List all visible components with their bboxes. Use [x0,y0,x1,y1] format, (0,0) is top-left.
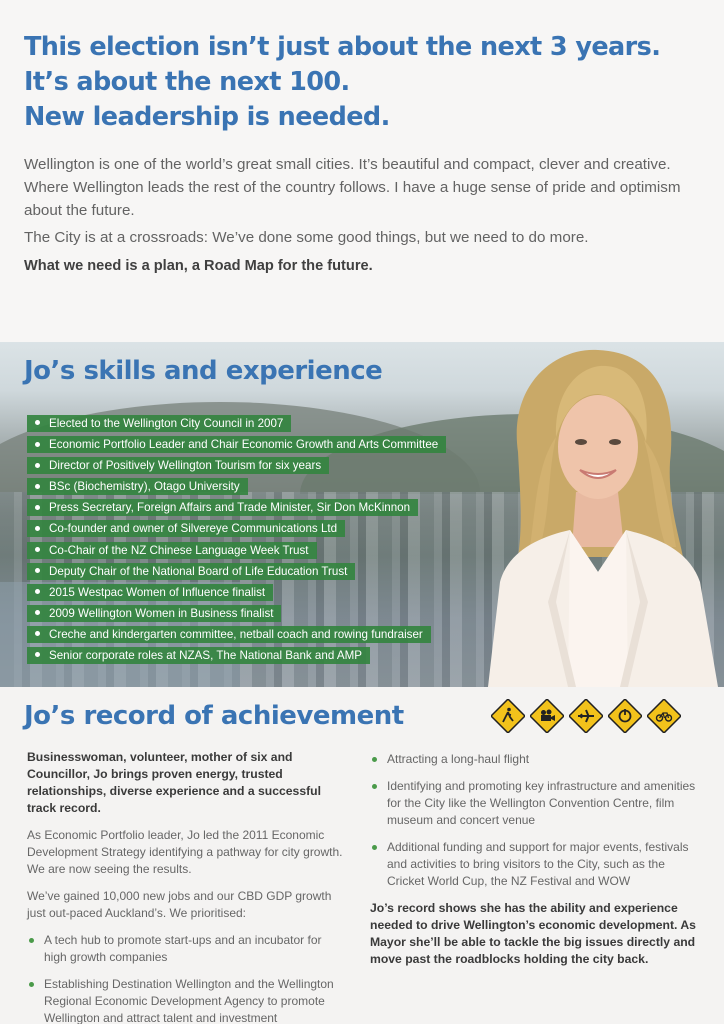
skill-item: Economic Portfolio Leader and Chair Economic Growth and Arts Committee [27,436,446,453]
skill-item: 2009 Wellington Women in Business finalist [27,605,281,622]
skill-item: Press Secretary, Foreign Affairs and Trade Minister, Sir Don McKinnon [27,499,418,516]
priority-list [370,751,700,890]
intro-callout: What we need is a plan, a Road Map for the future. [24,258,373,274]
bullet-icon [35,526,40,531]
film-camera-icon [530,699,564,733]
list-item: A tech hub to promote start-ups and an incubator for high growth companies [27,932,347,966]
bullet-icon [35,589,40,594]
bicycle-icon [647,699,681,733]
skills-hero [0,342,724,687]
road-signs [491,699,681,733]
skill-item: BSc (Biochemistry), Otago University [27,478,248,495]
record-left-column [27,749,347,1024]
list-item: Identifying and promoting key infrastructure and amenities for the City like the Wellington Convention Centre, film museum and concert venue [370,778,700,829]
bullet-icon [35,505,40,510]
skill-item: Director of Positively Wellington Tourism for six years [27,457,329,474]
list-item: Attracting a long-haul flight [370,751,700,768]
headline-line-2: It’s about the next 100. [24,67,350,97]
skill-item: 2015 Westpac Women of Influence finalist [27,584,273,601]
candidate-portrait [478,342,724,687]
record-right-column [370,751,700,978]
bullet-icon [35,442,40,447]
skills-list [27,415,446,668]
skill-item: Co-founder and owner of Silvereye Communications Ltd [27,520,345,537]
bullet-icon [35,484,40,489]
bullet-icon [35,420,40,425]
skill-item: Deputy Chair of the National Board of Life Education Trust [27,563,355,580]
list-item: Establishing Destination Wellington and the Wellington Regional Economic Development Agency to promote Wellington and attract talent and investment [27,976,347,1024]
bullet-icon [35,652,40,657]
skill-item: Elected to the Wellington City Council in 2007 [27,415,291,432]
record-paragraph: We’ve gained 10,000 new jobs and our CBD GDP growth just out-paced Auckland’s. We prioritised: [27,889,332,920]
record-section [0,687,724,1024]
headline-line-3: New leadership is needed. [24,102,390,132]
priority-list [27,932,347,1024]
headline [24,30,724,135]
record-paragraph: As Economic Portfolio leader, Jo led the 2011 Economic Development Strategy identifying a pathway for city growth. We are now seeing the results. [27,828,343,876]
list-item: Additional funding and support for major events, festivals and activities to bring visitors to the City, such as the Cricket World Cup, the NZ Festival and WOW [370,839,700,890]
headline-line-1: This election isn’t just about the next 3 years. [24,32,661,62]
skill-item: Senior corporate roles at NZAS, The National Bank and AMP [27,647,370,664]
record-lead: Businesswoman, volunteer, mother of six and Councillor, Jo brings proven energy, trusted relationships, diverse experience and a successful track record. [27,750,321,815]
bullet-icon [35,568,40,573]
bullet-icon [35,463,40,468]
skill-item: Co-Chair of the NZ Chinese Language Week Trust [27,542,317,559]
intro-paragraph-2: The City is at a crossroads: We’ve done some good things, but we need to do more. [24,229,589,246]
record-title: Jo’s record of achievement [24,701,404,731]
record-closing: Jo’s record shows she has the ability and experience needed to drive Wellington’s economic development. As Mayor she’ll be able to tackle the big issues directly and move past the roadblocks holding the city back. [370,901,696,966]
intro-text [24,153,704,278]
skills-title: Jo’s skills and experience [24,356,383,386]
bullet-icon [35,610,40,615]
bullet-icon [35,547,40,552]
intro-paragraph-1: Wellington is one of the world’s great small cities. It’s beautiful and compact, clever and creative. Where Wellington leads the rest of the country follows. I have a huge sense of pride and optimism about the future. [24,156,681,219]
bullet-icon [35,631,40,636]
airplane-icon [569,699,603,733]
skill-item: Creche and kindergarten committee, netball coach and rowing fundraiser [27,626,431,643]
intro-section [0,0,724,342]
walker-icon [491,699,525,733]
power-icon [608,699,642,733]
